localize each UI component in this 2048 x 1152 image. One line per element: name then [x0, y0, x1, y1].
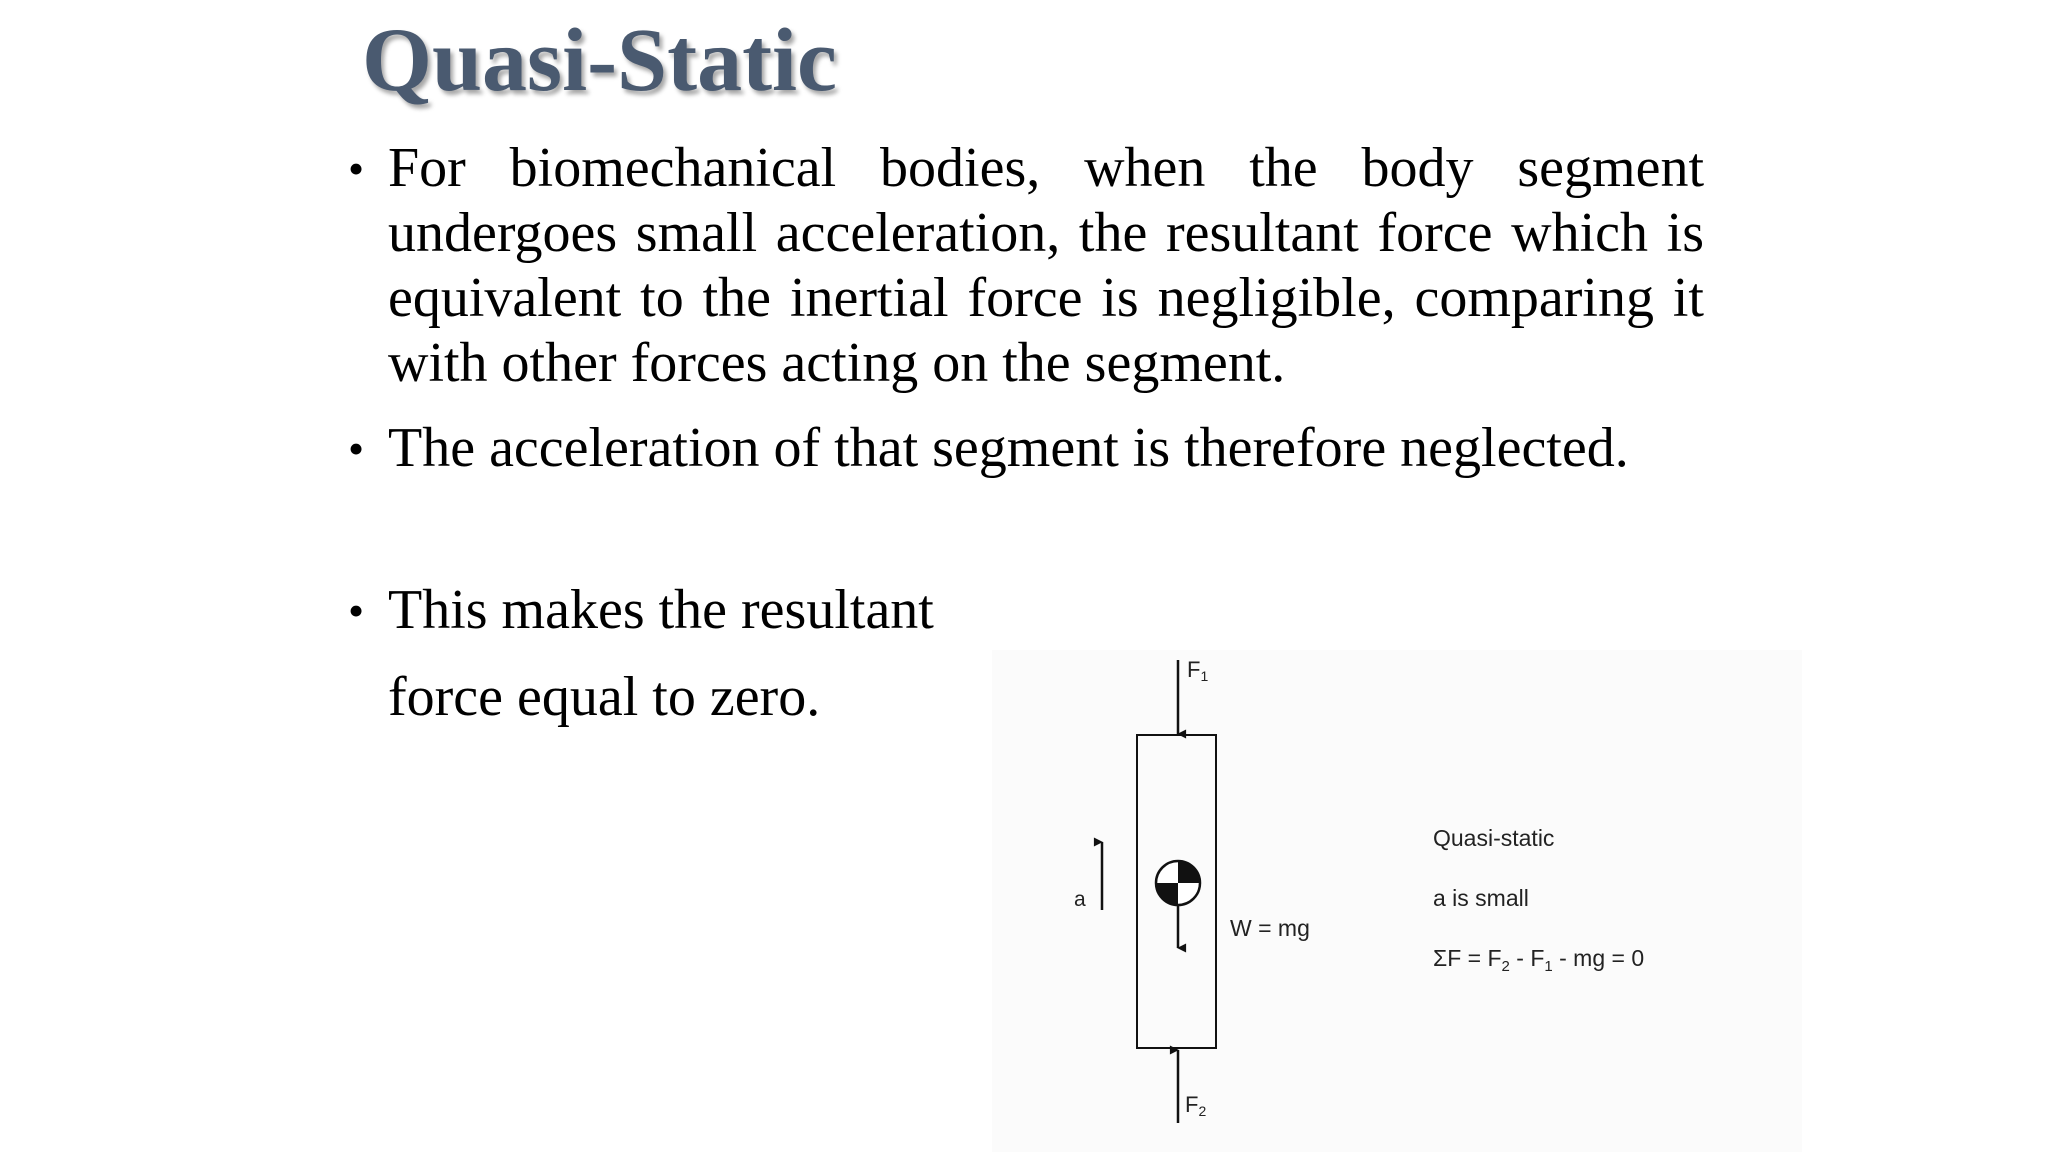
- equation-suffix: - mg = 0: [1552, 945, 1645, 971]
- force-f1-subscript: 1: [1200, 668, 1209, 684]
- caption-condition: a is small: [1433, 885, 1529, 911]
- force-f2-symbol: F: [1185, 1092, 1199, 1117]
- force-f1-label: [1187, 657, 1208, 684]
- bullet-text: The acceleration of that segment is therefore neglected.: [388, 417, 1629, 479]
- equation-prefix: ΣF = F: [1433, 945, 1502, 971]
- slide-title: Quasi-Static: [362, 11, 838, 110]
- center-of-mass-icon: [1156, 861, 1200, 905]
- equation-subscript-2: 2: [1501, 958, 1510, 975]
- weight-label: W = mg: [1230, 915, 1310, 941]
- acceleration-label: a: [1074, 888, 1086, 911]
- bullet-item-2: [348, 416, 1704, 481]
- force-f1-symbol: F: [1187, 657, 1201, 682]
- caption-title: Quasi-static: [1433, 825, 1555, 851]
- bullet-symbol: •: [348, 585, 365, 636]
- bullet-item-1: [348, 136, 1704, 396]
- bullet-symbol: •: [348, 143, 365, 194]
- bullet-text: This makes the resultant force equal to zero.: [388, 579, 934, 728]
- bullet-text: For biomechanical bodies, when the body segment undergoes small acceleration, the resultant force which is equivalent to the inertial force is negligible, comparing it with other forces acting on the segment.: [388, 137, 1704, 394]
- equilibrium-equation: [1433, 945, 1644, 975]
- free-body-diagram: [992, 650, 1802, 1152]
- bullet-item-3: [348, 567, 948, 741]
- force-f2-label: [1185, 1092, 1206, 1119]
- force-f2-subscript: 2: [1198, 1103, 1207, 1119]
- equation-subscript-1: 1: [1544, 958, 1553, 975]
- bullet-symbol: •: [348, 423, 365, 474]
- equation-middle: - F: [1509, 945, 1545, 971]
